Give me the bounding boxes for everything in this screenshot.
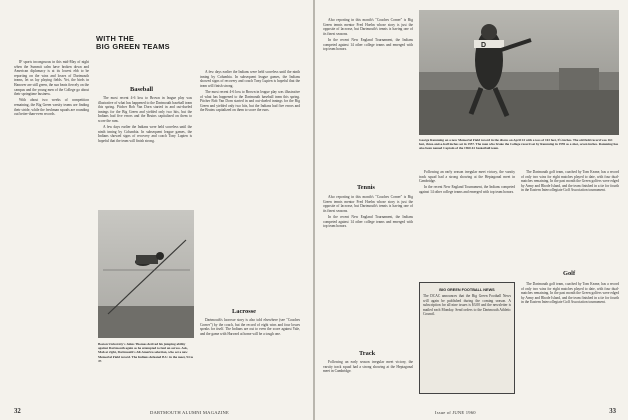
baseball-heading: Baseball (130, 86, 154, 93)
lacrosse-column (200, 318, 300, 390)
lacrosse-paragraph: Dartmouth's lacrosse story is also told elsewhere (see "Coaches Corner") by the coach, but the record of eight wins and four losses speaks for itself. The Indians are out to even the score against Yale, and the game with Harvard at home will be a tough one. (200, 318, 300, 336)
pole-vault-image (98, 210, 194, 338)
track-paragraph: Following an early season irregular meet victory, the varsity track squad had a strong showing at the Heptagonal meet in Cambridge. (419, 170, 515, 184)
right-column (521, 170, 619, 260)
golf-paragraph: The Dartmouth golf team, coached by Tom Keane, has a record of only two wins for eight matches played to date, with four dual-matches remaining. In the past month the Green golfers were edged by Army and Rhode Island, and the team finished in a tie for fourth in the Eastern Intercollegiate Golf Association tournament. (521, 170, 619, 193)
middle-column (419, 170, 515, 278)
track-heading: Track (359, 350, 376, 357)
intro-paragraph: With about two weeks of competition remaining, the Big Green varsity teams are finding their stride, while the freshman squads are rounding out better-than-even records. (14, 98, 89, 117)
track-column (323, 360, 413, 400)
track-paragraph: Following an early season irregular meet victory, the varsity track squad had a strong showing at the Heptagonal meet in Cambridge. (323, 360, 413, 374)
tennis-heading: Tennis (357, 184, 375, 191)
football-news-text: The DCAC announces that the Big Green Football News will again be published during the coming season. A subscription for all nine issues is $3.00 and the newsletter is mailed each Monday. Send orders to the Dartmouth Athletic Council. (423, 294, 511, 317)
discus-image (419, 10, 619, 135)
tennis-paragraph: In the recent New England Tournament, the Indians competed against 14 other college teams and emerged with top team honors. (323, 37, 413, 52)
golf-column (521, 282, 619, 390)
opening-column (323, 18, 413, 178)
folio: DARTMOUTH ALUMNI MAGAZINE (150, 410, 229, 415)
photo-caption: Boston University's Johns Thomas derived his jumping ability against Dartmouth again as he attempted to foul an across. Ask, Mah at right, Dartmouth's All-America selection, who set a new Memorial Field record. The Indians defeated B.U. in the meet, 94 to 47. (98, 342, 194, 363)
folio: Issue of JUNE 1960 (435, 410, 476, 415)
page-number: 33 (609, 408, 616, 415)
baseball-paragraph: The most recent 4-6 loss to Brown in league play was illustrative of what has happened to the Dartmouth baseball team this spring. Pitcher Bob Van Dorn started in and out-dueled innings for the Big Green and yielded only two hits, but the Indians had five errors and the Bruins capitalized on them to score the runs. (98, 96, 192, 123)
lacrosse-heading: Lacrosse (232, 308, 257, 315)
golf-paragraph: The Dartmouth golf team, coached by Tom Keane, has a record of only two wins for eight matches played to date, with four dual-matches remaining. In the past month the Green golfers were edged by Army and Rhode Island, and the team finished in a tie for fourth in the Eastern Intercollegiate Golf Association tournament. (521, 282, 619, 305)
section-title (96, 35, 170, 51)
baseball-paragraph: A few days earlier the Indians were held scoreless until the ninth inning by Columbia. In subsequent league games, the Indians showed signs of recovery and coach Tony Lupien is hopeful that the team will finish strong. (200, 70, 300, 88)
football-news-heading: BIG GREEN FOOTBALL NEWS (439, 288, 495, 292)
section-title-line-2: BIG GREEN TEAMS (96, 42, 170, 52)
baseball-column (98, 96, 192, 208)
left-page (0, 0, 313, 420)
pole-vault-photo (98, 210, 194, 338)
golf-heading: Golf (563, 270, 576, 277)
baseball-paragraph: The most recent 4-6 loss to Brown in league play was illustrative of what has happened to the Dartmouth baseball team this spring. Pitcher Bob Van Dorn started in and out-dueled innings for the Big Green and yielded only two hits, but the Indians had five errors and the Bruins capitalized on them to score the runs. (200, 89, 300, 113)
right-column (200, 70, 300, 300)
discus-photo (419, 10, 619, 135)
football-news-box (419, 282, 515, 394)
photo-caption: George Ramming on a new Memorial Field record in the discus on April 24 with a toss of 163 feet, 5¾ inches. The old field record was 161 feet, three-and-a-half inches set in 1957. The man who broke the College record set by Ramming in 1959 as a shot, seven inches. Ramming has also been named Captain of the 1960-61 basketball team. (419, 138, 619, 151)
svg-text:D: D (481, 42, 487, 49)
baseball-paragraph: A few days earlier the Indians were held scoreless until the ninth inning by Columbia. In subsequent league games, the Indians showed signs of recovery and coach Tony Lupien is hopeful that the team will finish strong. (98, 125, 192, 143)
tennis-paragraph: In the recent New England Tournament, the Indians competed against 14 other college teams and emerged with top team honors. (419, 185, 515, 194)
right-page (315, 0, 628, 420)
tennis-paragraph: Also reporting in this month's "Coaches Corner" is Big Green tennis mentor Fred Hoehn whose story is just the opposite of lacrosse, but Dartmouth's tennis is having one of its finest seasons. (323, 195, 413, 213)
section-title-line-1: WITH THE (96, 34, 135, 43)
page-number: 32 (14, 408, 21, 415)
intro-column (14, 60, 89, 378)
intro-paragraph: IF sports incongruous in this mid-May of night when the Summit calm have broken down and American diplomacy is at its lowest ebb to be reporting on the wins and losses of Dartmouth teams, let us lay playing fields. Yet, the birds in Hanover are still green, the sun beats fiercely on the campus and the young men of the College go about their springtime business. (14, 60, 89, 97)
tennis-paragraph: In the recent New England Tournament, the Indians competed against 14 other college teams and emerged with top team honors. (323, 214, 413, 229)
tennis-paragraph: Also reporting in this month's "Coaches Corner" is Big Green tennis mentor Fred Hoehn whose story is just the opposite of lacrosse, but Dartmouth's tennis is having one of its finest seasons. (323, 18, 413, 36)
tennis-column (323, 195, 413, 345)
